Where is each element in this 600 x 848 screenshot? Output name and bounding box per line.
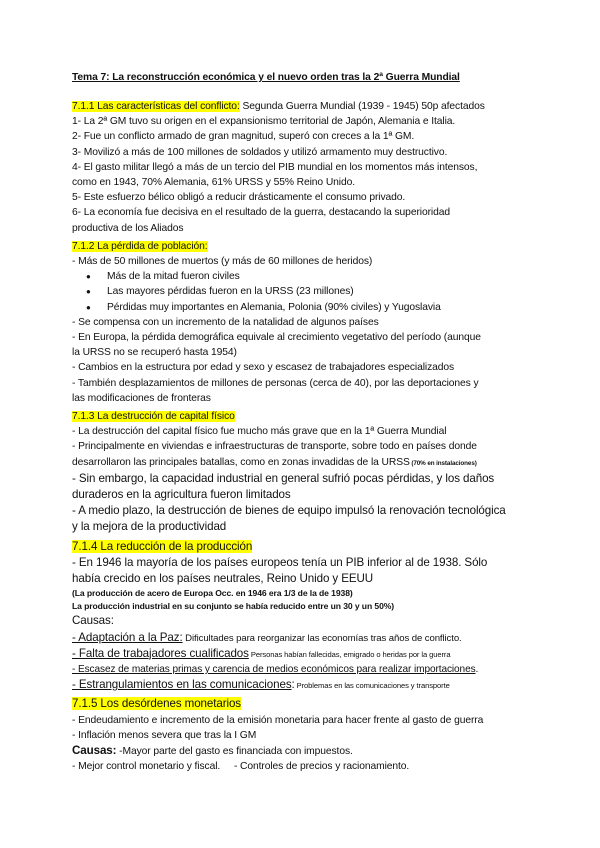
bullet-item: ● Las mayores pérdidas fueron en la URSS (23 millones) bbox=[72, 284, 532, 299]
paragraph-line bbox=[72, 455, 532, 471]
document-body bbox=[72, 71, 532, 774]
paragraph-line: - La destrucción del capital físico fue mucho más grave que en la 1ª Guerra Mundial bbox=[72, 426, 447, 438]
paragraph-line: - A medio plazo, la destrucción de bienes de equipo impulsó la renovación tecnológica bbox=[72, 504, 506, 518]
section-3 bbox=[72, 409, 532, 424]
causas-label: Causas: bbox=[72, 743, 117, 757]
bullet-item: ● Pérdidas muy importantes en Alemania, Polonia (90% civiles) y Yugoslavia bbox=[72, 300, 532, 315]
cause-note: Problemas en las comunicaciones y transporte bbox=[294, 681, 450, 691]
bullet-item: ● Más de la mitad fueron civiles bbox=[72, 269, 532, 284]
paragraph-line: 5- Este esfuerzo bélico obligó a reducir drásticamente el consumo privado. bbox=[72, 192, 406, 204]
paragraph-line: - Cambios en la estructura por edad y sexo y escasez de trabajadores especializados bbox=[72, 362, 455, 374]
note-line: (La producción de acero de Europa Occ. en 1946 era 1/3 de la de 1938) bbox=[72, 588, 353, 599]
paragraph-line: - Endeudamiento e incremento de la emisión monetaria para hacer frente al gasto de guerra bbox=[72, 714, 484, 726]
cause-text: Personas habían fallecidas, emigrado o heridas por la guerra bbox=[248, 649, 451, 659]
section-2 bbox=[72, 239, 532, 254]
cause-line bbox=[72, 630, 532, 646]
paragraph-line: 1- La 2ª GM tuvo su origen en el expansionismo territorial de Japón, Alemania e Italia. bbox=[72, 116, 456, 128]
paragraph-line: había crecido en los países neutrales, Reino Unido y EEUU bbox=[72, 572, 374, 586]
paragraph-line: - Inflación menos severa que tras la I GM bbox=[72, 729, 257, 741]
note-line: La producción industrial en su conjunto se había reducido entre un 30 y un 50%) bbox=[72, 601, 395, 612]
paragraph-line: - Mejor control monetario y fiscal. - Controles de precios y racionamiento. bbox=[72, 761, 410, 773]
paragraph-line: como en 1943, 70% Alemania, 61% URSS y 55% Reino Unido. bbox=[72, 177, 355, 189]
footnote-text: (70% en instalaciones) bbox=[409, 459, 477, 467]
cause-label: - Adaptación a la Paz: bbox=[72, 630, 183, 644]
paragraph-line: - Se compensa con un incremento de la natalidad de algunos países bbox=[72, 316, 379, 328]
paragraph-line: - También desplazamientos de millones de personas (cerca de 40), por las deportaciones y bbox=[72, 377, 479, 389]
cause-text: . bbox=[475, 663, 479, 675]
cause-label: - Falta de trabajadores cualificados bbox=[72, 646, 249, 660]
cause-label: - Escasez de materias primas y carencia de medios económicos para realizar importaciones bbox=[72, 663, 476, 675]
paragraph-text: -Mayor parte del gasto es financiada con impuestos. bbox=[116, 745, 353, 757]
paragraph-line: 2- Fue un conflicto armado de gran magnitud, superó con creces a la 1ª GM. bbox=[72, 131, 415, 143]
paragraph-line: la URSS no se recuperó hasta 1954) bbox=[72, 347, 237, 359]
paragraph-text: desarrollaron las principales batallas, como en zonas invadidas de la URSS bbox=[72, 456, 410, 468]
paragraph-line: productiva de los Aliados bbox=[72, 222, 184, 234]
paragraph-line: 4- El gasto militar llegó a más de un tercio del PIB mundial en los momentos más intensos, bbox=[72, 161, 478, 173]
causas-label: Causas: bbox=[72, 614, 114, 628]
cause-line bbox=[72, 646, 532, 662]
paragraph-line: - Principalmente en viviendas e infraestructuras de transporte, sobre todo en países donde bbox=[72, 441, 477, 453]
paragraph-line: las modificaciones de fronteras bbox=[72, 392, 211, 404]
paragraph-line: 6- La economía fue decisiva en el resultado de la guerra, destacando la superioridad bbox=[72, 207, 450, 219]
paragraph-line: duraderos en la agricultura fueron limitados bbox=[72, 488, 291, 502]
cause-line bbox=[72, 677, 532, 693]
cause-text: Dificultades para reorganizar las economías tras años de conflicto. bbox=[182, 632, 462, 644]
section-1 bbox=[72, 99, 532, 114]
section-5 bbox=[72, 696, 532, 712]
paragraph-line: - En 1946 la mayoría de los países europeos tenía un PIB inferior al de 1938. Sólo bbox=[72, 555, 488, 569]
paragraph-line: - En Europa, la pérdida demográfica equivale al crecimiento vegetativo del período (aunque bbox=[72, 332, 481, 344]
paragraph-line: y la mejora de la productividad bbox=[72, 520, 227, 534]
section-3-heading: 7.1.3 La destrucción de capital físico bbox=[72, 411, 235, 423]
paragraph-line: - Sin embargo, la capacidad industrial en general sufrió pocas pérdidas, y los daños bbox=[72, 471, 495, 485]
section-4-heading: 7.1.4 La reducción de la producción bbox=[72, 539, 253, 553]
section-1-heading: 7.1.1 Las características del conflicto: bbox=[72, 101, 240, 112]
section-4 bbox=[72, 539, 532, 555]
page-title: Tema 7: La reconstrucción económica y el nuevo orden tras la 2ª Guerra Mundial bbox=[72, 72, 460, 83]
causas-line bbox=[72, 743, 532, 759]
cause-line bbox=[72, 662, 532, 677]
cause-label: - Estrangulamientos en las comunicaciones bbox=[72, 678, 292, 692]
paragraph-line: 3- Movilizó a más de 100 millones de soldados y utilizó armamento muy destructivo. bbox=[72, 146, 448, 158]
section-2-heading: 7.1.2 La pérdida de población: bbox=[72, 240, 208, 252]
cause-text: : bbox=[291, 678, 295, 692]
paragraph-line: - Más de 50 millones de muertos (y más de 60 millones de heridos) bbox=[72, 256, 373, 268]
section-1-heading-rest: Segunda Guerra Mundial (1939 - 1945) 50p afectados bbox=[239, 101, 485, 112]
section-5-heading: 7.1.5 Los desórdenes monetarios bbox=[72, 697, 241, 711]
